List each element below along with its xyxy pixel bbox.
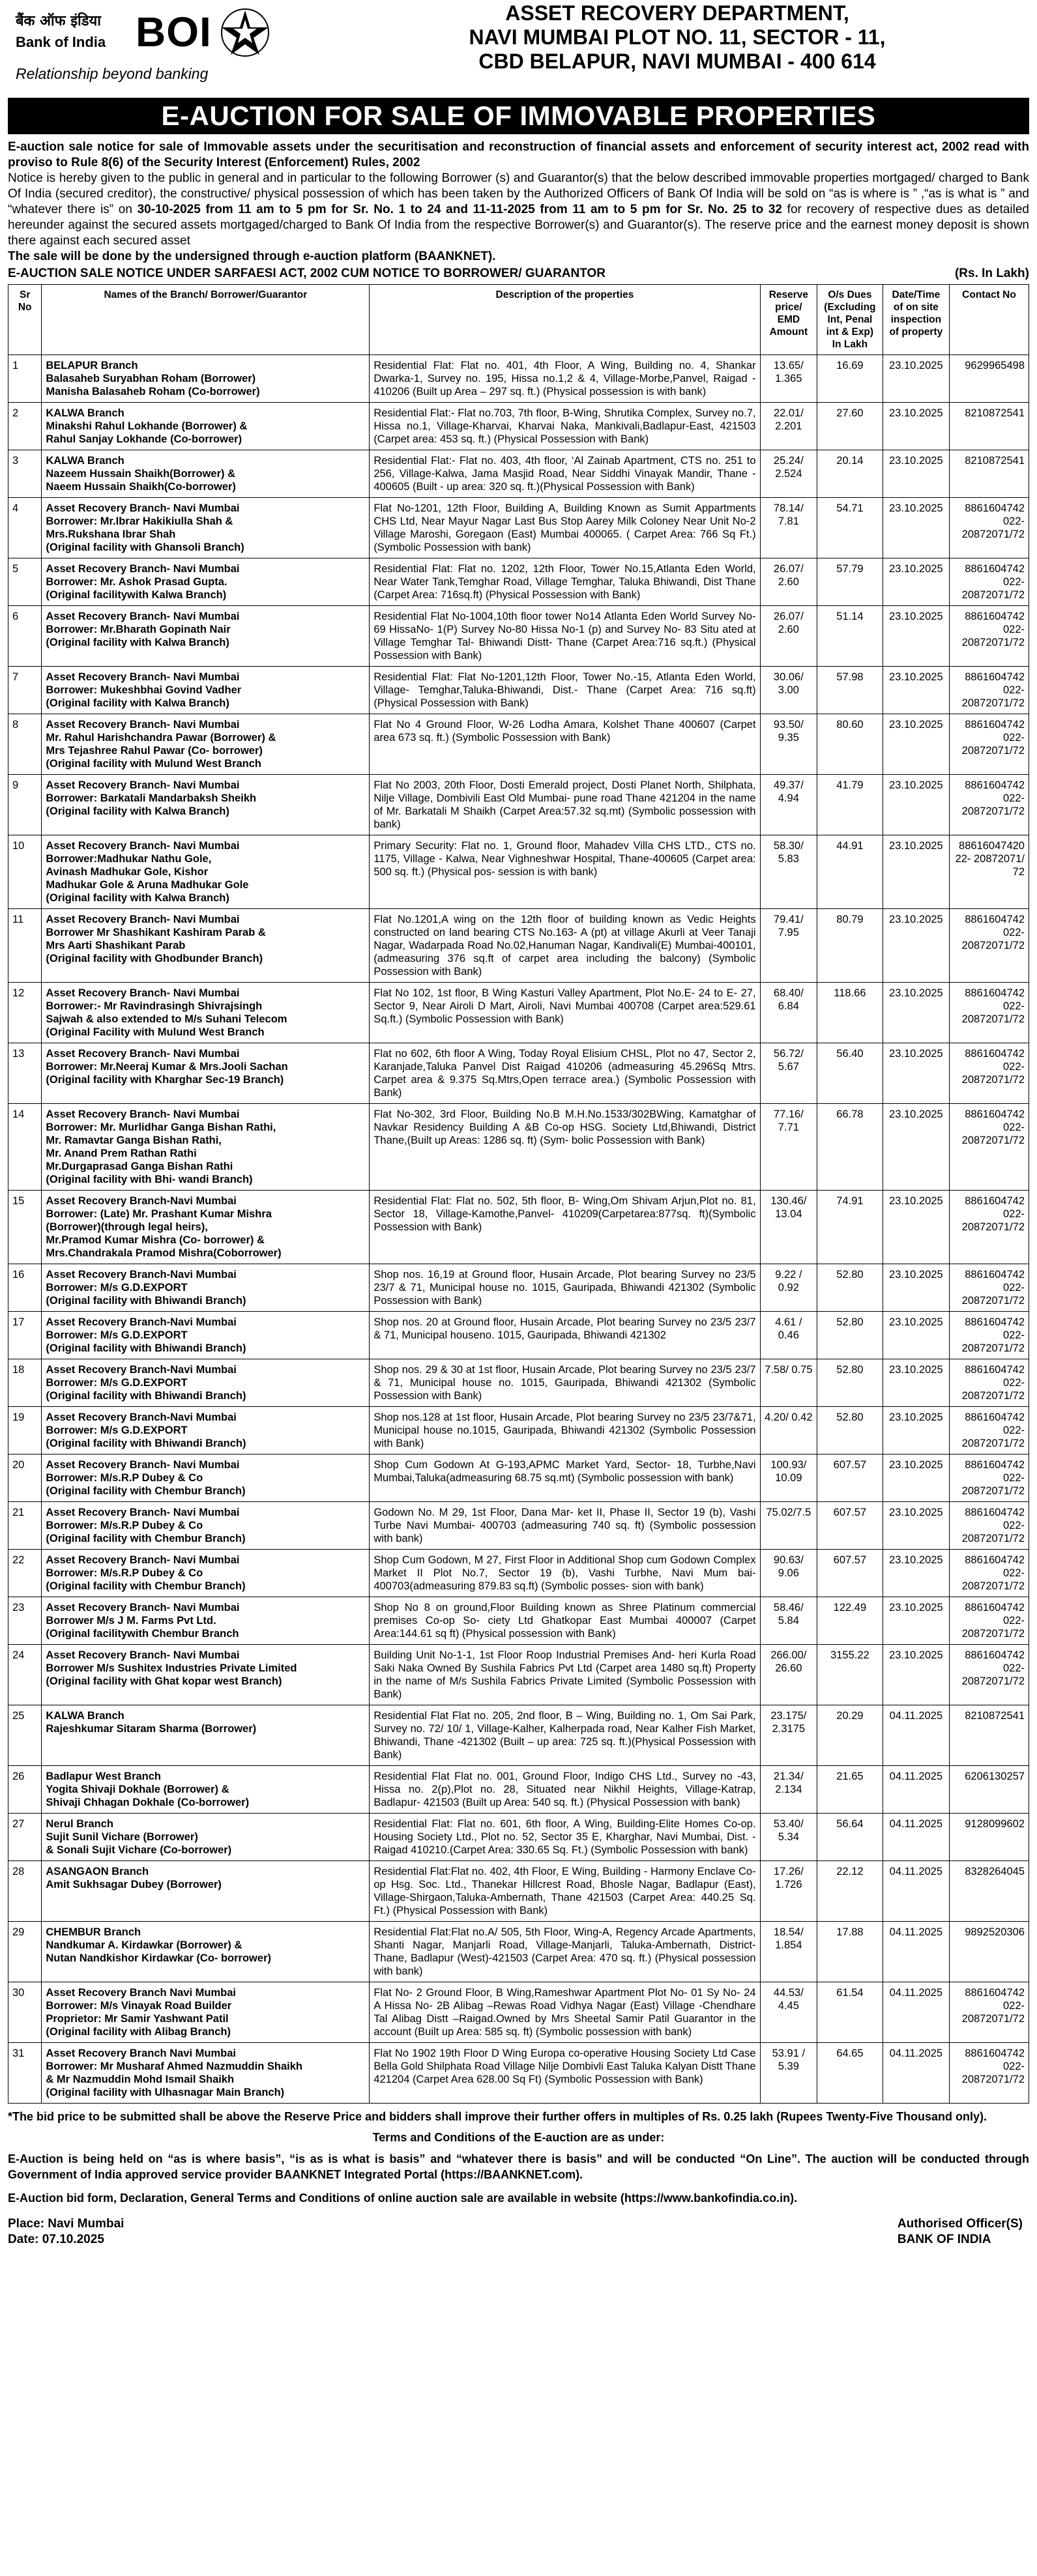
cell-branch: Asset Recovery Branch-Navi Mumbai Borrower: M/s G.D.EXPORT (Original facility with Bhiwandi Branch) xyxy=(42,1359,370,1407)
cell-dues: 66.78 xyxy=(817,1104,883,1191)
cell-sr: 22 xyxy=(8,1550,42,1597)
table-row xyxy=(8,1191,1029,1264)
cell-reserve: 77.16/ 7.71 xyxy=(760,1104,817,1191)
cell-branch: KALWA Branch Nazeem Hussain Shaikh(Borrower) & Naeem Hussain Shaikh(Co-borrower) xyxy=(42,450,370,498)
cell-contact: 8861604742 022-20872071/72 xyxy=(950,498,1029,558)
cell-branch: Asset Recovery Branch- Navi Mumbai Borrower:- Mr Ravindrasingh Shivrajsingh Sajwah & also extended to M/s Suhani Telecom (Original Facility with Mulund West Branch xyxy=(42,983,370,1043)
cell-reserve: 49.37/ 4.94 xyxy=(760,775,817,835)
cell-description: Shop nos.128 at 1st floor, Husain Arcade, Plot bearing Survey no 23/5 23/7&71, Municipal house no.1015, Gauripada, Bhiwandi 421302 (Symbolic Possession with Bank) xyxy=(370,1407,760,1454)
cell-date: 23.10.2025 xyxy=(883,355,949,403)
cell-branch: Asset Recovery Branch- Navi Mumbai Borrower: M/s.R.P Dubey & Co (Original facility with Chembur Branch) xyxy=(42,1454,370,1502)
cell-sr: 16 xyxy=(8,1264,42,1312)
cell-dues: 607.57 xyxy=(817,1550,883,1597)
cell-contact: 9892520306 xyxy=(950,1922,1029,1982)
table-row xyxy=(8,1550,1029,1597)
cell-reserve: 79.41/ 7.95 xyxy=(760,909,817,983)
cell-dues: 64.65 xyxy=(817,2043,883,2104)
table-row xyxy=(8,1043,1029,1104)
cell-contact: 8861604742 022-20872071/72 xyxy=(950,909,1029,983)
dept-line-3: CBD BELAPUR, NAVI MUMBAI - 400 614 xyxy=(478,50,876,73)
dept-line-1: ASSET RECOVERY DEPARTMENT, xyxy=(505,1,849,25)
cell-description: Primary Security: Flat no. 1, Ground floor, Mahadev Villa CHS LTD., CTS no. 1175, Village - Kalwa, Near Vighneshwar Hospital, Thane-400605 (Carpet area: 500 sq. ft.) (Physical pos- session is with bank) xyxy=(370,835,760,909)
header xyxy=(8,0,1029,98)
cell-branch: CHEMBUR Branch Nandkumar A. Kirdawkar (Borrower) & Nutan Nandkishor Kirdawkar (Co- borrower) xyxy=(42,1922,370,1982)
cell-date: 23.10.2025 xyxy=(883,1359,949,1407)
logo-tagline: Relationship beyond banking xyxy=(16,65,209,82)
logo-hindi-text: बैंक ऑफ इंडिया xyxy=(16,13,101,29)
cell-reserve: 53.40/ 5.34 xyxy=(760,1814,817,1861)
cell-sr: 30 xyxy=(8,1982,42,2043)
table-row xyxy=(8,450,1029,498)
cell-date: 23.10.2025 xyxy=(883,558,949,606)
notice-title: E-AUCTION FOR SALE OF IMMOVABLE PROPERTIES xyxy=(8,98,1029,134)
cell-contact: 8861604742 022-20872071/72 xyxy=(950,1597,1029,1645)
header-date: Date/Time of on site inspection of property xyxy=(883,285,949,355)
logo-boi-text: BOI xyxy=(136,8,212,55)
cell-contact: 8861604742 022-20872071/72 xyxy=(950,1043,1029,1104)
table-row xyxy=(8,1359,1029,1407)
cell-date: 23.10.2025 xyxy=(883,1502,949,1550)
table-row xyxy=(8,835,1029,909)
cell-branch: Asset Recovery Branch-Navi Mumbai Borrower: (Late) Mr. Prashant Kumar Mishra (Borrower)(through legal heirs), Mr.Pramod Kumar Mishra (Co- borrower) & Mrs.Chandrakala Pramod Mishra(Coborrower) xyxy=(42,1191,370,1264)
cell-sr: 5 xyxy=(8,558,42,606)
table-row xyxy=(8,775,1029,835)
cell-sr: 2 xyxy=(8,403,42,450)
cell-branch: Asset Recovery Branch- Navi Mumbai Borrower: Mr.Neeraj Kumar & Mrs.Jooli Sachan (Original facility with Kharghar Sec-19 Branch) xyxy=(42,1043,370,1104)
intro xyxy=(8,139,1029,282)
cell-reserve: 4.20/ 0.42 xyxy=(760,1407,817,1454)
cell-reserve: 9.22 / 0.92 xyxy=(760,1264,817,1312)
cell-description: Shop No 8 on ground,Floor Building known as Shree Platinum commercial premises Co-op So- ciety Ltd Ghatkopar East Mumbai 400007 (Carpet Area:144.61 sq ft) (Physical possession with Bank) xyxy=(370,1597,760,1645)
cell-branch: Asset Recovery Branch-Navi Mumbai Borrower: M/s G.D.EXPORT (Original facility with Bhiwandi Branch) xyxy=(42,1407,370,1454)
cell-date: 04.11.2025 xyxy=(883,1982,949,2043)
cell-dues: 17.88 xyxy=(817,1922,883,1982)
cell-sr: 1 xyxy=(8,355,42,403)
cell-reserve: 21.34/ 2.134 xyxy=(760,1766,817,1814)
cell-branch: Asset Recovery Branch- Navi Mumbai Borrower M/s Sushitex Industries Private Limited (Original facility with Ghat kopar west Branch) xyxy=(42,1645,370,1705)
cell-sr: 26 xyxy=(8,1766,42,1814)
cell-description: Residential Flat: Flat No-1201,12th Floor, Tower No.-15, Atlanta Eden World, Village- Temghar,Taluka-Bhiwandi, Dist.- Thane (Carpet Area: 716 sq.ft) (Physical Possession with Bank) xyxy=(370,667,760,714)
cell-reserve: 30.06/ 3.00 xyxy=(760,667,817,714)
cell-contact: 8861604742 022-20872071/72 xyxy=(950,714,1029,775)
cell-reserve: 4.61 / 0.46 xyxy=(760,1312,817,1359)
table-body xyxy=(8,355,1029,2104)
cell-date: 23.10.2025 xyxy=(883,1191,949,1264)
cell-contact: 8328264045 xyxy=(950,1861,1029,1922)
table-row xyxy=(8,1766,1029,1814)
table-row xyxy=(8,403,1029,450)
cell-date: 23.10.2025 xyxy=(883,1550,949,1597)
cell-branch: Asset Recovery Branch- Navi Mumbai Borrower: Mr.Bharath Gopinath Nair (Original facility with Kalwa Branch) xyxy=(42,606,370,667)
cell-branch: Asset Recovery Branch- Navi Mumbai Borrower: Barkatali Mandarbaksh Sheikh (Original facility with Kalwa Branch) xyxy=(42,775,370,835)
cell-contact: 6206130257 xyxy=(950,1766,1029,1814)
table-row xyxy=(8,1597,1029,1645)
cell-sr: 15 xyxy=(8,1191,42,1264)
cell-sr: 8 xyxy=(8,714,42,775)
intro-heading-row xyxy=(8,266,1029,282)
star-icon xyxy=(219,7,271,59)
cell-date: 23.10.2025 xyxy=(883,1645,949,1705)
cell-description: Shop nos. 20 at Ground floor, Husain Arcade, Plot bearing Survey no 23/5 23/7 & 71, Municipal houseno. 1015, Gauripada, Bhiwandi 421302 xyxy=(370,1312,760,1359)
cell-reserve: 75.02/7.5 xyxy=(760,1502,817,1550)
cell-date: 23.10.2025 xyxy=(883,909,949,983)
cell-description: Shop nos. 16,19 at Ground floor, Husain Arcade, Plot bearing Survey no 23/5 23/7 & 71, Municipal house no. 1015, Gauripada, Bhiwandi 421302 (Symbolic Possession with Bank) xyxy=(370,1264,760,1312)
unit-label: (Rs. In Lakh) xyxy=(954,267,1029,280)
cell-reserve: 23.175/ 2.3175 xyxy=(760,1705,817,1766)
table-row xyxy=(8,2043,1029,2104)
cell-description: Residential Flat:Flat no. 402, 4th Floor, E Wing, Building - Harmony Enclave Co-op Hsg. Soc. Ltd., Thanekar Hillcrest Road, Bhosle Nagar, Badlapur (East), Village-Shirgaon,Taluka-Ambernath, Thane 421503 (Carpet Area: 440.25 Sq. Ft.) (Physical Possession with Bank) xyxy=(370,1861,760,1922)
date: Date: 07.10.2025 xyxy=(8,2233,104,2246)
header-reserve: Reserve price/ EMD Amount xyxy=(760,285,817,355)
cell-contact: 8861604742 022-20872071/72 xyxy=(950,1407,1029,1454)
cell-sr: 9 xyxy=(8,775,42,835)
cell-description: Flat No.1201,A wing on the 12th floor of building known as Vedic Heights constructed on land bearing CTS No.163- A (pt) at village Akurli at Veer Tanaji Nagar, Wadarpada Road No.02,Hanuman Nagar, Kandivali(E) Mumbai-400101, (admeasuring 376 sq.ft of carpet area including the balcony) (Symbolic Possession with Bank) xyxy=(370,909,760,983)
cell-contact: 8861604742 022-20872071/72 xyxy=(950,1191,1029,1264)
cell-branch: Asset Recovery Branch-Navi Mumbai Borrower: M/s G.D.EXPORT (Original facility with Bhiwandi Branch) xyxy=(42,1264,370,1312)
cell-dues: 61.54 xyxy=(817,1982,883,2043)
cell-date: 23.10.2025 xyxy=(883,450,949,498)
table-row xyxy=(8,1312,1029,1359)
cell-date: 04.11.2025 xyxy=(883,2043,949,2104)
cell-sr: 29 xyxy=(8,1922,42,1982)
cell-date: 23.10.2025 xyxy=(883,1043,949,1104)
bank-logo xyxy=(12,4,246,89)
cell-description: Godown No. M 29, 1st Floor, Dana Mar- ket II, Phase II, Sector 19 (b), Vashi Turbe Navi Mumbai- 400703 (admeasuring 740 sq. ft) (Symbolic possession with bank) xyxy=(370,1502,760,1550)
table-row xyxy=(8,1502,1029,1550)
cell-contact: 8861604742 022-20872071/72 xyxy=(950,1502,1029,1550)
intro-para-2a: Notice is hereby given to the public in general and in particular to the following Borrower (s) and Guarantor(s) that the below described immovable properties mortgaged/ charged to Bank Of India (secured creditor), the constructive/ physical possession of which has been taken by the Authorized Officers of Bank Of India will be sold on “as is where is ” ,“as is what is ” and “whatever there is” on xyxy=(8,171,1029,216)
cell-description: Residential Flat Flat no. 001, Ground Floor, Indigo CHS Ltd., Survey no -43, Hissa no. 2(p),Plot no. 28, Situated near Nikhil Heights, Village-Katrap, Badlapur- 421503 (Built up Area: 540 sq. ft.) (Physical Possession with bank) xyxy=(370,1766,760,1814)
cell-dues: 607.57 xyxy=(817,1454,883,1502)
intro-para-4: E-AUCTION SALE NOTICE UNDER SARFAESI ACT, 2002 CUM NOTICE TO BORROWER/ GUARANTOR xyxy=(8,267,606,280)
table-row xyxy=(8,1861,1029,1922)
cell-reserve: 58.30/ 5.83 xyxy=(760,835,817,909)
cell-date: 23.10.2025 xyxy=(883,1312,949,1359)
cell-date: 23.10.2025 xyxy=(883,1454,949,1502)
intro-auction-dates: 30-10-2025 from 11 am to 5 pm for Sr. No. 1 to 24 and 11-11-2025 from 11 am to 5 pm for Sr. No. 25 to 32 xyxy=(137,203,782,216)
cell-description: Shop nos. 29 & 30 at 1st floor, Husain Arcade, Plot bearing Survey no 23/5 23/7 & 71, Municipal house no. 1015, Gauripada, Bhiwandi 421302 (Symbolic Possession with Bank) xyxy=(370,1359,760,1407)
cell-contact: 8861604742 022-20872071/72 xyxy=(950,667,1029,714)
cell-date: 23.10.2025 xyxy=(883,983,949,1043)
cell-reserve: 53.91 / 5.39 xyxy=(760,2043,817,2104)
cell-sr: 19 xyxy=(8,1407,42,1454)
cell-contact: 88616047420 22- 20872071/ 72 xyxy=(950,835,1029,909)
table-row xyxy=(8,909,1029,983)
cell-dues: 56.64 xyxy=(817,1814,883,1861)
cell-date: 04.11.2025 xyxy=(883,1814,949,1861)
cell-contact: 8861604742 022-20872071/72 xyxy=(950,1359,1029,1407)
cell-reserve: 17.26/ 1.726 xyxy=(760,1861,817,1922)
table-row xyxy=(8,606,1029,667)
cell-reserve: 100.93/ 10.09 xyxy=(760,1454,817,1502)
header-dues: O/s Dues (Excluding Int, Penal int & Exp) In Lakh xyxy=(817,285,883,355)
cell-date: 23.10.2025 xyxy=(883,667,949,714)
cell-sr: 23 xyxy=(8,1597,42,1645)
cell-date: 23.10.2025 xyxy=(883,1264,949,1312)
cell-contact: 8861604742 022-20872071/72 xyxy=(950,1982,1029,2043)
cell-date: 04.11.2025 xyxy=(883,1705,949,1766)
cell-dues: 74.91 xyxy=(817,1191,883,1264)
table-row xyxy=(8,1407,1029,1454)
cell-reserve: 18.54/ 1.854 xyxy=(760,1922,817,1982)
cell-reserve: 44.53/ 4.45 xyxy=(760,1982,817,2043)
bid-footnote: *The bid price to be submitted shall be above the Reserve Price and bidders shall improve their further offers in multiples of Rs. 0.25 lakh (Rupees Twenty-Five Thousand only). xyxy=(8,2110,987,2123)
cell-description: Flat No-1201, 12th Floor, Building A, Building Known as Sumit Appartments CHS Ltd, Near Mayur Nagar Last Bus Stop Aarey Milk Coloney Near Unit No-2 Village Maroshi, Goregaon (East) Mumbai 400065. ( Carpet Area: 766 Sq Ft.) (Symbolic Possession with bank) xyxy=(370,498,760,558)
cell-dues: 52.80 xyxy=(817,1359,883,1407)
cell-date: 04.11.2025 xyxy=(883,1766,949,1814)
cell-dues: 27.60 xyxy=(817,403,883,450)
table-row xyxy=(8,667,1029,714)
cell-contact: 8210872541 xyxy=(950,450,1029,498)
bank-name: BANK OF INDIA xyxy=(897,2233,991,2246)
table-header-row xyxy=(8,285,1029,355)
cell-contact: 8861604742 022-20872071/72 xyxy=(950,775,1029,835)
cell-description: Building Unit No-1-1, 1st Floor Roop Industrial Premises And- heri Kurla Road Saki Naka Owned By Sushila Fabrics Pvt Ltd (Carpet area 1480 sq.ft) Property in the name of M/s Sushila Fabrics Private Limited (Symbolic Possession with Bank) xyxy=(370,1645,760,1705)
cell-branch: ASANGAON Branch Amit Sukhsagar Dubey (Borrower) xyxy=(42,1861,370,1922)
cell-date: 23.10.2025 xyxy=(883,1597,949,1645)
cell-date: 23.10.2025 xyxy=(883,775,949,835)
cell-reserve: 68.40/ 6.84 xyxy=(760,983,817,1043)
cell-dues: 52.80 xyxy=(817,1312,883,1359)
authorised-officer xyxy=(898,2216,1023,2248)
table-row xyxy=(8,1104,1029,1191)
cell-sr: 7 xyxy=(8,667,42,714)
cell-contact: 8861604742 022-20872071/72 xyxy=(950,1264,1029,1312)
cell-contact: 8861604742 022-20872071/72 xyxy=(950,606,1029,667)
cell-reserve: 25.24/ 2.524 xyxy=(760,450,817,498)
cell-contact: 8861604742 022-20872071/72 xyxy=(950,2043,1029,2104)
cell-reserve: 26.07/ 2.60 xyxy=(760,606,817,667)
header-contact: Contact No xyxy=(950,285,1029,355)
table-row xyxy=(8,1814,1029,1861)
cell-description: Flat no 602, 6th floor A Wing, Today Royal Elisium CHSL, Plot no 47, Sector 2, Karanjade,Taluka Panvel Dist Raigad 410206 (admeasuring 45.296Sq Mtrs. Carpet area & 9.375 Sq.Mtrs,Open terrace area.) (Symbolic Possession with Bank) xyxy=(370,1043,760,1104)
cell-description: Residential Flat:- Flat no.703, 7th floor, B-Wing, Shrutika Complex, Survey no.7, Hissa no.1, Village-Kharvai, Kharvai Naka, Mankivali,Badlapur-East, 421503 (Carpet area: 453 sq. ft.) (Physical Possession with Bank) xyxy=(370,403,760,450)
cell-contact: 8861604742 022-20872071/72 xyxy=(950,1550,1029,1597)
cell-sr: 27 xyxy=(8,1814,42,1861)
cell-reserve: 58.46/ 5.84 xyxy=(760,1597,817,1645)
cell-reserve: 26.07/ 2.60 xyxy=(760,558,817,606)
cell-contact: 8861604742 022-20872071/72 xyxy=(950,983,1029,1043)
officer-title: Authorised Officer(S) xyxy=(897,2217,1023,2231)
cell-dues: 56.40 xyxy=(817,1043,883,1104)
logo-english-text: Bank of India xyxy=(16,34,106,50)
header-branch: Names of the Branch/ Borrower/Guarantor xyxy=(42,285,370,355)
table-row xyxy=(8,498,1029,558)
cell-branch: Asset Recovery Branch-Navi Mumbai Borrower: M/s G.D.EXPORT (Original facility with Bhiwandi Branch) xyxy=(42,1312,370,1359)
cell-branch: Asset Recovery Branch- Navi Mumbai Borrower M/s J M. Farms Pvt Ltd. (Original facilitywith Chembur Branch xyxy=(42,1597,370,1645)
table-row xyxy=(8,558,1029,606)
cell-branch: Asset Recovery Branch- Navi Mumbai Mr. Rahul Harishchandra Pawar (Borrower) & Mrs Tejashree Rahul Pawar (Co- borrower) (Original facility with Mulund West Branch xyxy=(42,714,370,775)
cell-branch: KALWA Branch Minakshi Rahul Lokhande (Borrower) & Rahul Sanjay Lokhande (Co-borrower) xyxy=(42,403,370,450)
cell-description: Residential Flat No-1004,10th floor tower No14 Atlanta Eden World Survey No- 69 HissaNo- 1(P) Survey No-80 Hissa No-1 (p) and Survey No- 83 Situ ated at Village Temghar Tal- Bhiwandi Distt- Thane (Carpet Area:716 sq.ft.) (Physical Possession with Bank) xyxy=(370,606,760,667)
cell-sr: 21 xyxy=(8,1502,42,1550)
cell-contact: 8861604742 022-20872071/72 xyxy=(950,1104,1029,1191)
table-row xyxy=(8,1982,1029,2043)
cell-reserve: 78.14/ 7.81 xyxy=(760,498,817,558)
cell-description: Shop Cum Godown At G-193,APMC Market Yard, Sector- 18, Turbhe,Navi Mumbai,Taluka(admeasuring 68.75 sq.mt) (Symbolic possession with bank) xyxy=(370,1454,760,1502)
cell-reserve: 130.46/ 13.04 xyxy=(760,1191,817,1264)
table-row xyxy=(8,983,1029,1043)
cell-reserve: 13.65/ 1.365 xyxy=(760,355,817,403)
cell-branch: Nerul Branch Sujit Sunil Vichare (Borrower) & Sonali Sujit Vichare (Co-borrower) xyxy=(42,1814,370,1861)
cell-sr: 28 xyxy=(8,1861,42,1922)
intro-para-2c: for recovery of respective dues as detailed hereunder against the secured assets mortgaged/charged to Bank Of India from the respective Borrower(s) and Guarantor(s). The reserve price and the earnest money deposit is shown there against each secured asset xyxy=(8,203,1030,248)
cell-reserve: 22.01/ 2.201 xyxy=(760,403,817,450)
table-row xyxy=(8,1705,1029,1766)
terms-1: E-Auction is being held on “as is where basis”, “is as is what is basis” and “whatever there is basis” and will be conducted “On Line”. The auction will be conducted through Government of India approved service provider BAANKNET Integrated Portal (https://BAANKNET.com). xyxy=(8,2152,1029,2181)
cell-branch: Asset Recovery Branch- Navi Mumbai Borrower: Mr. Murlidhar Ganga Bishan Rathi, Mr. Ramavtar Ganga Bishan Rathi, Mr. Anand Prem Rathan Rathi Mr.Durgaprasad Ganga Bishan Rathi (Original facility with Bhi- wandi Branch) xyxy=(42,1104,370,1191)
cell-sr: 3 xyxy=(8,450,42,498)
cell-dues: 57.98 xyxy=(817,667,883,714)
cell-sr: 12 xyxy=(8,983,42,1043)
cell-date: 23.10.2025 xyxy=(883,835,949,909)
cell-date: 23.10.2025 xyxy=(883,1407,949,1454)
cell-branch: Asset Recovery Branch- Navi Mumbai Borrower: M/s.R.P Dubey & Co (Original facility with Chembur Branch) xyxy=(42,1550,370,1597)
cell-description: Residential Flat:Flat no.A/ 505, 5th Floor, Wing-A, Regency Arcade Apartments, Shanti Nagar, Manjarli Road, Village-Manjarli, Taluka-Ambernath, District-Thane, Badlapur (West)-421503 (Carpet Area: 470 sq. ft.) (Physical possession with bank) xyxy=(370,1922,760,1982)
cell-dues: 20.29 xyxy=(817,1705,883,1766)
cell-date: 23.10.2025 xyxy=(883,1104,949,1191)
cell-contact: 8861604742 022-20872071/72 xyxy=(950,558,1029,606)
cell-sr: 10 xyxy=(8,835,42,909)
cell-description: Residential Flat: Flat no. 1202, 12th Floor, Tower No.15,Atlanta Eden World, Near Water Tank,Temghar Road, Village Temghar, Taluka Bhiwandi, Dist Thane (Carpet Area: 716sq.ft) (Physical Possession with Bank) xyxy=(370,558,760,606)
cell-dues: 16.69 xyxy=(817,355,883,403)
cell-dues: 80.60 xyxy=(817,714,883,775)
cell-date: 23.10.2025 xyxy=(883,714,949,775)
cell-contact: 8210872541 xyxy=(950,403,1029,450)
signature-block xyxy=(8,2212,1029,2251)
cell-branch: Asset Recovery Branch- Navi Mumbai Borrower: Mr. Ashok Prasad Gupta. (Original facilitywith Kalwa Branch) xyxy=(42,558,370,606)
cell-dues: 20.14 xyxy=(817,450,883,498)
table-row xyxy=(8,355,1029,403)
cell-contact: 8861604742 022-20872071/72 xyxy=(950,1645,1029,1705)
place-date xyxy=(8,2216,124,2248)
table-row xyxy=(8,1264,1029,1312)
terms-title: Terms and Conditions of the E-auction are as under: xyxy=(372,2131,665,2144)
cell-dues: 51.14 xyxy=(817,606,883,667)
cell-dues: 122.49 xyxy=(817,1597,883,1645)
cell-branch: Asset Recovery Branch- Navi Mumbai Borrower:Madhukar Nathu Gole, Avinash Madhukar Gole, Kishor Madhukar Gole & Aruna Madhukar Gole (Original facility with Kalwa Branch) xyxy=(42,835,370,909)
cell-branch: Asset Recovery Branch- Navi Mumbai Borrower Mr Shashikant Kashiram Parab & Mrs Aarti Shashikant Parab (Original facility with Ghodbunder Branch) xyxy=(42,909,370,983)
header-sr: Sr No xyxy=(8,285,42,355)
cell-branch: Asset Recovery Branch Navi Mumbai Borrower: Mr Musharaf Ahmed Nazmuddin Shaikh & Mr Nazmuddin Mohd Ismail Shaikh (Original facility with Ulhasnagar Main Branch) xyxy=(42,2043,370,2104)
cell-sr: 31 xyxy=(8,2043,42,2104)
cell-branch: KALWA Branch Rajeshkumar Sitaram Sharma (Borrower) xyxy=(42,1705,370,1766)
cell-dues: 57.79 xyxy=(817,558,883,606)
cell-branch: Badlapur West Branch Yogita Shivaji Dokhale (Borrower) & Shivaji Chhagan Dokhale (Co-borrower) xyxy=(42,1766,370,1814)
cell-reserve: 266.00/ 26.60 xyxy=(760,1645,817,1705)
properties-table xyxy=(8,284,1029,2104)
cell-dues: 41.79 xyxy=(817,775,883,835)
cell-date: 04.11.2025 xyxy=(883,1922,949,1982)
cell-description: Residential Flat: Flat no. 601, 6th floor, A Wing, Building-Elite Homes Co-op. Housing Society Ltd., Plot no. 52, Sector 35 E, Kharghar, Navi Mumbai, Dist. - Raigad 410210.(Carpet Area: 330.65 Sq. Ft.) (Symbolic Possession with bank) xyxy=(370,1814,760,1861)
cell-sr: 14 xyxy=(8,1104,42,1191)
table-row xyxy=(8,1922,1029,1982)
cell-reserve: 7.58/ 0.75 xyxy=(760,1359,817,1407)
cell-branch: BELAPUR Branch Balasaheb Suryabhan Roham (Borrower) Manisha Balasaheb Roham (Co-borrower) xyxy=(42,355,370,403)
cell-sr: 6 xyxy=(8,606,42,667)
cell-description: Flat No 102, 1st floor, B Wing Kasturi Valley Apartment, Plot No.E- 24 to E- 27, Sector 9, Near Airoli D Mart, Airoli, Navi Mumbai 400708 (Carpet area:529.61 Sq.ft.) (Symbolic Possession with Bank) xyxy=(370,983,760,1043)
intro-para-2 xyxy=(8,171,1029,249)
cell-date: 23.10.2025 xyxy=(883,606,949,667)
intro-para-3: The sale will be done by the undersigned through e-auction platform (BAANKNET). xyxy=(8,250,496,263)
cell-dues: 54.71 xyxy=(817,498,883,558)
cell-description: Residential Flat:- Flat no. 403, 4th floor, ‘Al Zainab Apartment, CTS no. 251 to 256, Village-Kalwa, Jama Masjid Road, Near Siddhi Vinayak Mandir, Thane - 400605 (Built - up area: 320 sq. ft.)(Physical Possession with Bank) xyxy=(370,450,760,498)
cell-dues: 80.79 xyxy=(817,909,883,983)
table-row xyxy=(8,714,1029,775)
cell-date: 23.10.2025 xyxy=(883,498,949,558)
cell-sr: 17 xyxy=(8,1312,42,1359)
cell-date: 04.11.2025 xyxy=(883,1861,949,1922)
dept-line-2: NAVI MUMBAI PLOT NO. 11, SECTOR - 11, xyxy=(469,25,886,49)
cell-dues: 22.12 xyxy=(817,1861,883,1922)
cell-reserve: 93.50/ 9.35 xyxy=(760,714,817,775)
intro-para-1: E-auction sale notice for sale of Immovable assets under the securitisation and reconstruction of financial assets and enforcement of security interest act, 2002 read with proviso to Rule 8(6) of the Security Interest (Enforcement) Rules, 2002 xyxy=(8,140,1029,169)
cell-dues: 21.65 xyxy=(817,1766,883,1814)
terms-2: E-Auction bid form, Declaration, General Terms and Conditions of online auction sale are available in website (https://www.bankofindia.co.in). xyxy=(8,2192,798,2205)
cell-contact: 9629965498 xyxy=(950,355,1029,403)
cell-contact: 9128099602 xyxy=(950,1814,1029,1861)
cell-description: Flat No 4 Ground Floor, W-26 Lodha Amara, Kolshet Thane 400607 (Carpet area 673 sq. ft.) (Symbolic Possession with Bank) xyxy=(370,714,760,775)
cell-description: Flat No 1902 19th Floor D Wing Europa co-operative Housing Society Ltd Case Bella Gold Shilphata Road Village Nilje Dombivli East Taluka Kalyan Distt Thane 421204 (Carpet Area 628.00 Sq Ft) (Symbolic Possession with Bank) xyxy=(370,2043,760,2104)
cell-branch: Asset Recovery Branch- Navi Mumbai Borrower: M/s.R.P Dubey & Co (Original facility with Chembur Branch) xyxy=(42,1502,370,1550)
cell-branch: Asset Recovery Branch- Navi Mumbai Borrower: Mr.Ibrar Hakikiulla Shah & Mrs.Rukshana Ibrar Shah (Original facility with Ghansoli Branch) xyxy=(42,498,370,558)
cell-sr: 20 xyxy=(8,1454,42,1502)
cell-sr: 11 xyxy=(8,909,42,983)
cell-reserve: 90.63/ 9.06 xyxy=(760,1550,817,1597)
cell-dues: 44.91 xyxy=(817,835,883,909)
cell-sr: 25 xyxy=(8,1705,42,1766)
cell-dues: 607.57 xyxy=(817,1502,883,1550)
cell-description: Flat No- 2 Ground Floor, B Wing,Rameshwar Apartment Plot No- 01 Sy No- 24 A Hissa No- 2B Alibag –Rewas Road Vidhya Nagar (East) Village -Chendhare Tal Alibag Distt –Raigad.Owned by Mrs Sheetal Samir Patil Guarantor in the account (Built up Area: 585 sq. ft) (Symbolic possession with bank) xyxy=(370,1982,760,2043)
cell-dues: 52.80 xyxy=(817,1407,883,1454)
table-row xyxy=(8,1454,1029,1502)
cell-branch: Asset Recovery Branch Navi Mumbai Borrower: M/s Vinayak Road Builder Proprietor: Mr Samir Yashwant Patil (Original facility with Alibag Branch) xyxy=(42,1982,370,2043)
cell-contact: 8861604742 022-20872071/72 xyxy=(950,1312,1029,1359)
cell-dues: 118.66 xyxy=(817,983,883,1043)
cell-description: Residential Flat: Flat no. 401, 4th Floor, A Wing, Building no. 4, Shankar Dwarka-1, Survey no. 195, Hissa no.1,2 & 4, Village-Morbe,Panvel, Raigad - 410206 (Built up Area – 297 sq. ft.) (Physical possession is with bank) xyxy=(370,355,760,403)
header-description: Description of the properties xyxy=(370,285,760,355)
table-row xyxy=(8,1645,1029,1705)
cell-description: Residential Flat: Flat no. 502, 5th floor, B- Wing,Om Shivam Arjun,Plot no. 81, Sector 18, Village-Kamothe,Panvel- 410209(Carpetarea:877sq. ft)(Symbolic Possession with Bank) xyxy=(370,1191,760,1264)
place: Place: Navi Mumbai xyxy=(8,2217,124,2231)
cell-contact: 8861604742 022-20872071/72 xyxy=(950,1454,1029,1502)
department-address xyxy=(416,1,938,74)
cell-sr: 24 xyxy=(8,1645,42,1705)
cell-description: Residential Flat Flat no. 205, 2nd floor, B – Wing, Building no. 1, Om Sai Park, Survey no. 72/ 10/ 1, Village-Kalher, Kalherpada road, Near Kalher Fish Market, Bhiwandi, Thane -421302 (Built – up area: 725 sq. ft.)(Physical Possession with Bank) xyxy=(370,1705,760,1766)
cell-sr: 4 xyxy=(8,498,42,558)
cell-sr: 18 xyxy=(8,1359,42,1407)
cell-branch: Asset Recovery Branch- Navi Mumbai Borrower: Mukeshbhai Govind Vadher (Original facility with Kalwa Branch) xyxy=(42,667,370,714)
cell-contact: 8210872541 xyxy=(950,1705,1029,1766)
cell-dues: 3155.22 xyxy=(817,1645,883,1705)
cell-description: Flat No 2003, 20th Floor, Dosti Emerald project, Dosti Planet North, Shilphata, Nilje Village, Dombivili East Old Mumbai- pune road Thane 421204 in the name of Mr. Barkatali M Shaikh (Carpet Area:57.32 sq.mt) (Symbolic possession with bank) xyxy=(370,775,760,835)
cell-description: Flat No-302, 3rd Floor, Building No.B M.H.No.1533/302BWing, Kamatghar of Navkar Residency Building A &B Co-op HSG. Society Ltd,Bhiwandi, District Thane,(Built up Areas: 1286 sq. ft) (Sym- bolic Possession with Bank) xyxy=(370,1104,760,1191)
cell-sr: 13 xyxy=(8,1043,42,1104)
cell-description: Shop Cum Godown, M 27, First Floor in Additional Shop cum Godown Complex Market II Plot No.7, Sector 19 (b), Vashi Turbhe, Navi Mum bai- 400703(admeasuring 879.83 sq.ft) (Symbolic posses- sion with bank) xyxy=(370,1550,760,1597)
cell-reserve: 56.72/ 5.67 xyxy=(760,1043,817,1104)
cell-date: 23.10.2025 xyxy=(883,403,949,450)
cell-dues: 52.80 xyxy=(817,1264,883,1312)
